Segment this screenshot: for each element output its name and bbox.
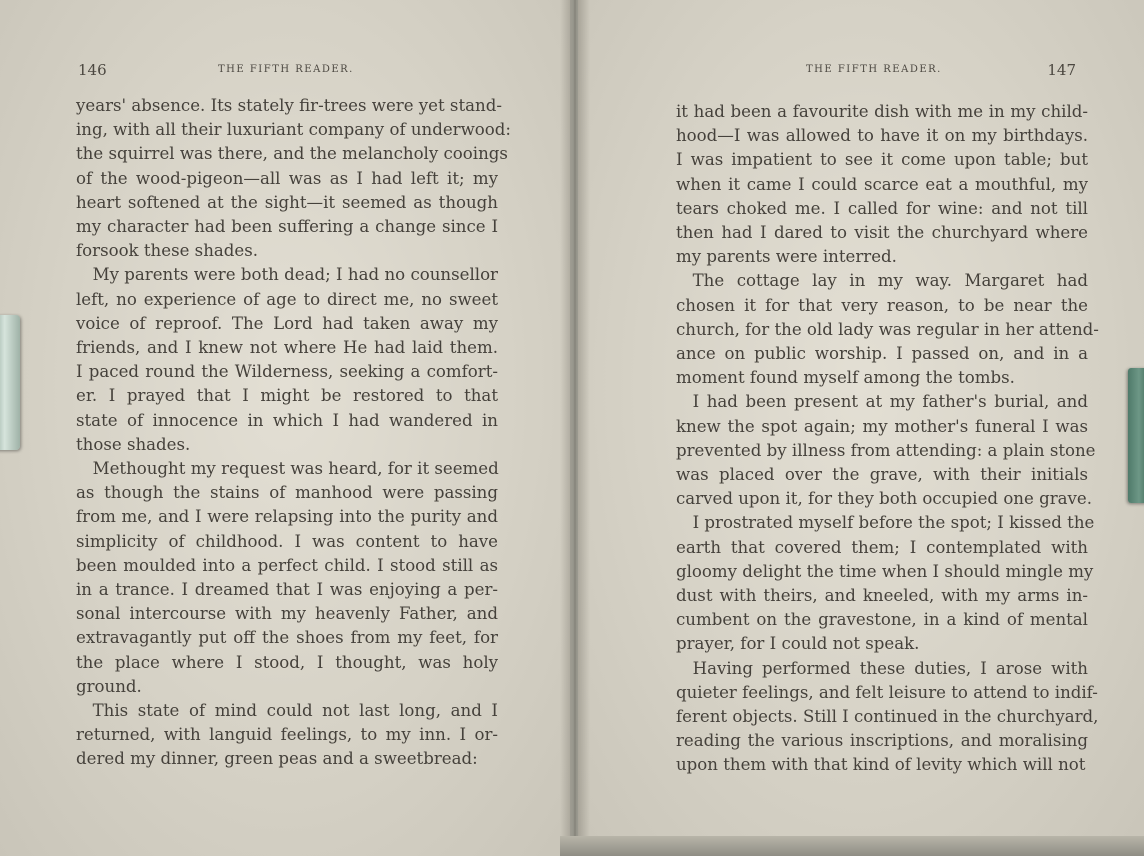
text-line: ing, with all their luxuriant company of underwood: [76,120,512,140]
right-page-text [676,100,1099,778]
text-line: dered my dinner, green peas and a sweetbread: [76,749,478,769]
right-page [578,0,1144,856]
text-line: sonal intercourse with my heavenly Father, and [76,604,498,624]
text-line: years' absence. Its stately fir-trees were yet stand- [76,96,502,115]
text-line: This state of mind could not last long, and I [76,701,498,721]
left-running-title: THE FIFTH READER. [218,64,354,75]
left-page-number: 146 [78,61,107,79]
text-line: state of innocence in which I had wandered in [76,410,498,430]
text-line: prevented by illness from attending: a plain stone [676,440,1096,460]
text-line: when it came I could scarce eat a mouthful, my [676,174,1088,194]
text-line: in a trance. I dreamed that I was enjoying a per- [76,580,498,600]
right-running-title: THE FIFTH READER. [806,64,942,75]
text-line: I paced round the Wilderness, seeking a comfort- [76,362,498,382]
text-line: reading the various inscriptions, and moralising [676,731,1088,751]
text-line: those shades. [76,434,191,454]
text-line: ground. [76,676,142,696]
text-line: quieter feelings, and felt leisure to attend to indif- [676,682,1098,702]
text-line: Having performed these duties, I arose with [676,658,1088,678]
text-line: of the wood-pigeon—all was as I had left it; my [76,168,498,188]
right-page-header [806,61,1076,84]
text-line: as though the stains of manhood were passing [76,483,498,503]
text-line: it had been a favourite dish with me in my child- [676,102,1088,121]
text-line: prayer, for I could not speak. [676,634,920,654]
text-line: from me, and I were relapsing into the purity and [76,507,498,527]
text-line: knew the spot again; my mother's funeral I was [676,416,1088,436]
text-line: extravagantly put off the shoes from my feet, for [76,628,498,648]
text-line: I had been present at my father's burial, and [676,392,1088,412]
text-line: dust with theirs, and kneeled, with my arms in- [676,586,1088,606]
left-page-text [76,94,512,772]
text-line: moment found myself among the tombs. [676,368,1015,388]
text-line: carved upon it, for they both occupied one grave. [676,489,1093,509]
text-line: left, no experience of age to direct me, no sweet [76,289,498,309]
text-line: ance on public worship. I passed on, and in a [676,344,1088,364]
left-page-header [78,61,498,84]
text-line: then had I dared to visit the churchyard where [676,223,1088,243]
text-line: tears choked me. I called for wine: and not till [676,198,1088,218]
page-clip [0,315,20,450]
text-line: my character had been suffering a change since I [76,217,498,237]
text-line: my parents were interred. [676,247,897,267]
text-line: returned, with languid feelings, to my inn. I or- [76,725,498,745]
text-line: friends, and I knew not where He had laid them. [76,338,498,358]
text-line: simplicity of childhood. I was content to have [76,531,498,551]
text-line: upon them with that kind of levity which will not [676,755,1086,775]
text-line: The cottage lay in my way. Margaret had [676,271,1088,291]
text-line: forsook these shades. [76,241,259,261]
page-tab [1128,368,1144,503]
text-line: gloomy delight the time when I should mingle my [676,561,1094,581]
text-line: cumbent on the gravestone, in a kind of mental [676,610,1088,630]
text-line: the place where I stood, I thought, was holy [76,652,498,672]
text-line: I was impatient to see it come upon table; but [676,150,1088,170]
text-line: the squirrel was there, and the melancholy cooings [76,144,508,164]
book-gutter [560,0,590,856]
text-line: Methought my request was heard, for it seemed [76,459,499,479]
text-line: My parents were both dead; I had no counsellor [76,265,498,285]
text-line: heart softened at the sight—it seemed as though [76,192,498,212]
left-page [0,0,570,856]
text-line: voice of reproof. The Lord had taken away my [76,313,498,333]
right-page-number: 147 [1047,61,1076,79]
text-line: church, for the old lady was regular in her attend- [676,319,1099,339]
text-line: ferent objects. Still I continued in the churchyard, [676,707,1099,727]
text-line: earth that covered them; I contemplated with [676,537,1088,557]
text-line: hood—I was allowed to have it on my birthdays. [676,126,1088,146]
text-line: er. I prayed that I might be restored to that [76,386,498,406]
text-line: been moulded into a perfect child. I stood still as [76,555,498,575]
text-line: I prostrated myself before the spot; I kissed the [676,513,1095,533]
book-bottom-edge [560,836,1144,856]
text-line: chosen it for that very reason, to be near the [676,295,1088,315]
text-line: was placed over the grave, with their initials [676,465,1088,485]
